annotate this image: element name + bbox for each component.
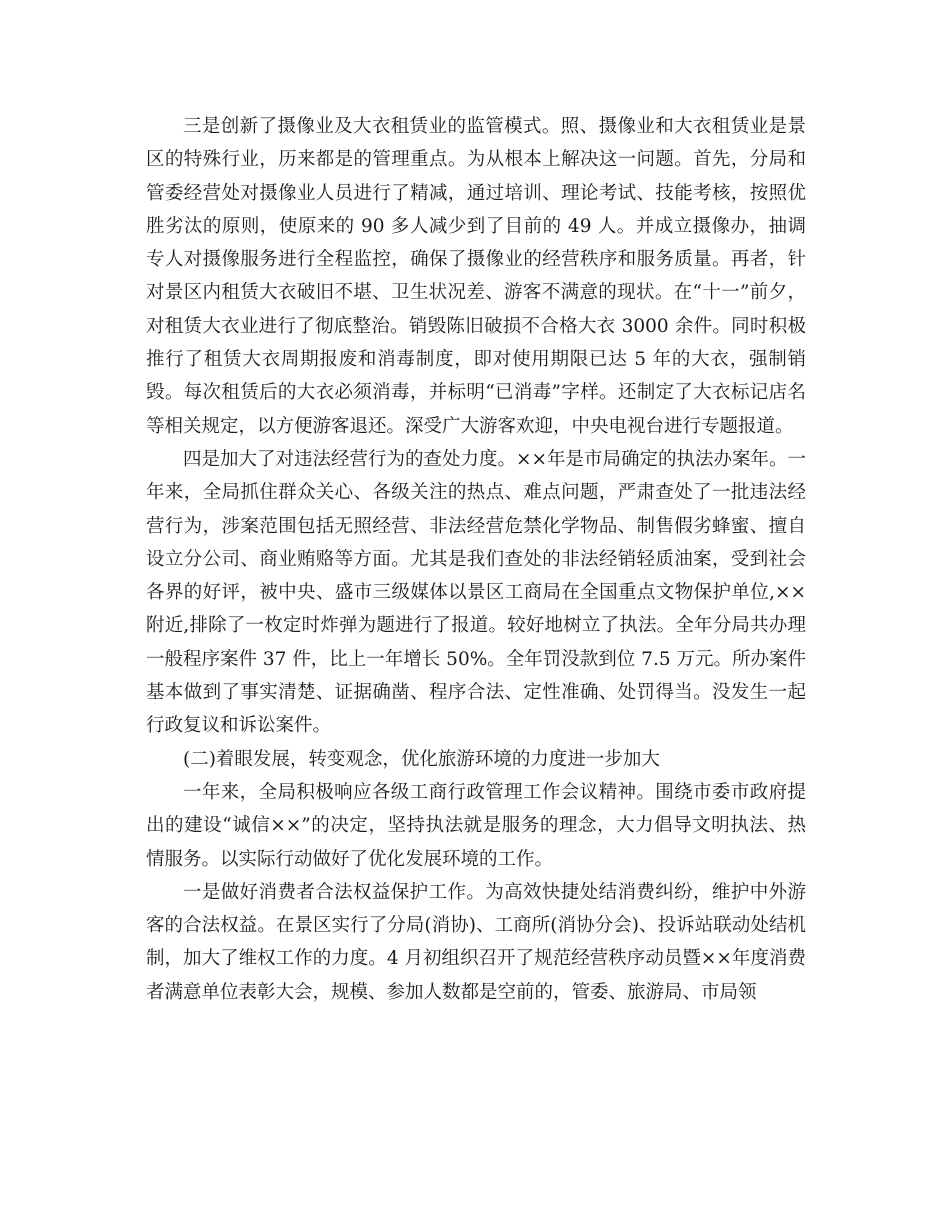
- paragraph-service-concept: 一年来，全局积极响应各级工商行政管理工作会议精神。围绕市委市政府提出的建设“诚信××”的决定，坚持执法就是服务的理念，大力倡导文明执法、热情服务。以实际行动做好了优化发展环境的工作。: [146, 781, 806, 870]
- paragraph-consumer-rights: 一是做好消费者合法权益保护工作。为高效快捷处结消费纠纷，维护中外游客的合法权益。在景区实行了分局(消协)、工商所(消协分会)、投诉站联动处结机制，加大了维权工作的力度。4 月初组织召开了规范经营秩序动员暨××年度消费者满意单位表彰大会，规模、参加人数都是空前的，管委、旅游局、市局领: [146, 881, 806, 1003]
- paragraph-illegal-business: 四是加大了对违法经营行为的查处力度。××年是市局确定的执法办案年。一年来，全局抓住群众关心、各级关注的热点、难点问题，严肃查处了一批违法经营行为，涉案范围包括无照经营、非法经营危禁化学物品、制售假劣蜂蜜、擅自设立分公司、商业贿赂等方面。尤其是我们查处的非法经销轻质油案，受到社会各界的好评，被中央、盛市三级媒体以景区工商局在全国重点文物保护单位,××附近,排除了一枚定时炸弹为题进行了报道。较好地树立了执法。全年分局共办理一般程序案件 37 件，比上一年增长 50%。全年罚没款到位 7.5 万元。所办案件基本做到了事实清楚、证据确凿、程序合法、定性准确、处罚得当。没发生一起行政复议和诉讼案件。: [146, 448, 807, 737]
- section-heading-tourism-environment: (二)着眼发展，转变观念，优化旅游环境的力度进一步加大: [183, 748, 660, 770]
- document-page: [146, 110, 806, 1009]
- paragraph-photography-rental: 三是创新了摄像业及大衣租赁业的监管模式。照、摄像业和大衣租赁业是景区的特殊行业，历来都是的管理重点。为从根本上解决这一问题。首先，分局和管委经营处对摄像业人员进行了精减，通过培训、理论考试、技能考核，按照优胜劣汰的原则，使原来的 90 多人减少到了目前的 49 人。并成立摄像办，抽调专人对摄像服务进行全程监控，确保了摄像业的经营秩序和服务质量。再者，针对景区内租赁大衣破旧不堪、卫生状况差、游客不满意的现状。在“十一”前夕，对租赁大衣业进行了彻底整治。销毁陈旧破损不合格大衣 3000 余件。同时积极推行了租赁大衣周期报废和消毒制度，即对使用期限已达 5 年的大衣，强制销毁。每次租赁后的大衣必须消毒，并标明“已消毒”字样。还制定了大衣标记店名等相关规定，以方便游客退还。深受广大游客欢迎，中央电视台进行专题报道。: [146, 116, 806, 437]
